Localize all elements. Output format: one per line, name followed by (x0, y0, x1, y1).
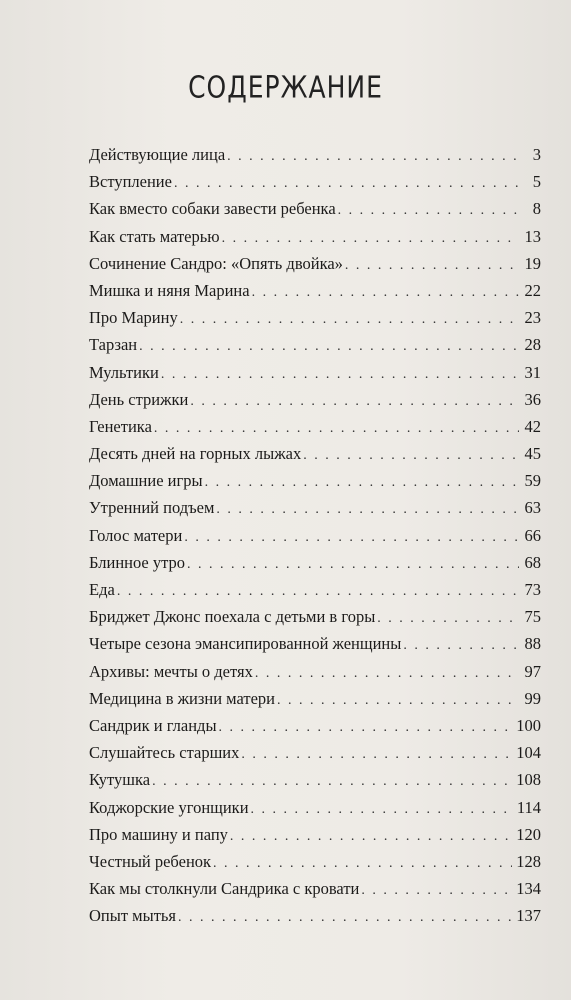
toc-entry-page-number: 75 (524, 607, 541, 627)
toc-leader-dots (184, 530, 519, 546)
toc-entry-title: Как вместо собаки завести ребенка (89, 199, 336, 219)
toc-entry-page-number: 63 (524, 498, 541, 518)
toc-entry-title: Вступление (89, 172, 172, 192)
toc-leader-dots (180, 312, 519, 328)
toc-entry (89, 716, 541, 743)
toc-entry-page-number: 100 (516, 715, 541, 735)
toc-entry-title: Мультики (89, 362, 159, 382)
toc-entry-title: Как стать матерью (89, 226, 220, 246)
toc-entry-page-number: 137 (516, 906, 541, 926)
toc-entry (89, 662, 541, 689)
toc-entry-page-number: 104 (516, 743, 541, 763)
toc-entry-title: Сочинение Сандро: «Опять двойка» (89, 253, 343, 273)
toc-entry-page-number: 36 (524, 389, 541, 409)
toc-entry-title: Опыт мытья (89, 906, 177, 926)
toc-entry (89, 335, 541, 362)
toc-entry (89, 444, 541, 471)
toc-leader-dots (303, 448, 519, 464)
toc-entry-page-number: 99 (524, 688, 541, 708)
toc-entry-page-number: 59 (524, 471, 541, 491)
toc-leader-dots (187, 557, 519, 573)
toc-entry (89, 199, 541, 226)
toc-entry (89, 417, 541, 444)
toc-entry (89, 798, 541, 825)
toc-leader-dots (190, 394, 519, 410)
toc-entry (89, 254, 541, 281)
toc-leader-dots (251, 802, 513, 818)
toc-entry-page-number: 28 (524, 335, 541, 355)
toc-entry-page-number: 23 (524, 308, 541, 328)
toc-leader-dots (222, 231, 519, 247)
toc-leader-dots (161, 367, 519, 383)
toc-entry-page-number: 73 (524, 580, 541, 599)
toc-entry-page-number: 114 (516, 797, 541, 817)
toc-entry-page-number: 8 (532, 199, 541, 219)
toc-leader-dots (154, 421, 519, 437)
toc-leader-dots (345, 258, 519, 274)
toc-entry (89, 906, 541, 933)
toc-entry-title: Еда (89, 580, 115, 599)
toc-entry-title: Тарзан (89, 335, 138, 355)
toc-entry (89, 145, 541, 172)
toc-entry-page-number: 68 (524, 552, 541, 572)
toc-entry-title: Утренний подъем (89, 498, 215, 518)
toc-entry-title: Кутушка (89, 770, 151, 790)
toc-entry (89, 498, 541, 525)
toc-entry-page-number: 97 (524, 661, 541, 681)
toc-leader-dots (213, 856, 512, 872)
toc-entry-title: Генетика (89, 416, 152, 436)
toc-leader-dots (338, 203, 519, 219)
toc-entry-page-number: 3 (532, 145, 541, 164)
toc-entry-page-number: 108 (516, 770, 541, 790)
toc-entry-title: Четыре сезона эмансипированной женщины (89, 634, 402, 654)
toc-entry-page-number: 120 (516, 824, 541, 844)
toc-entry-title: Как мы столкнули Сандрика с кровати (89, 879, 360, 899)
toc-entry-page-number: 42 (524, 416, 541, 436)
toc-leader-dots (219, 720, 513, 736)
toc-entry-title: Десять дней на горных лыжах (89, 444, 302, 464)
toc-entry-title: Голос матери (89, 525, 183, 545)
toc-entry (89, 308, 541, 335)
toc-entry-title: Про машину и папу (89, 824, 228, 844)
toc-leader-dots (377, 611, 519, 627)
toc-leader-dots (139, 339, 519, 355)
toc-entry-title: Действующие лица (89, 145, 226, 164)
toc-entry-title: День стрижки (89, 389, 189, 409)
toc-entry-page-number: 31 (524, 362, 541, 382)
toc-entry (89, 580, 541, 607)
toc-entry (89, 770, 541, 797)
toc-entry-page-number: 134 (516, 879, 541, 899)
toc-entry (89, 172, 541, 199)
toc-entry-title: Слушайтесь старших (89, 743, 240, 763)
toc-leader-dots (205, 475, 519, 491)
toc-leader-dots (227, 149, 519, 165)
toc-leader-dots (255, 666, 519, 682)
toc-entry (89, 390, 541, 417)
toc-entry (89, 743, 541, 770)
table-of-contents (89, 145, 541, 933)
toc-entry (89, 879, 541, 906)
toc-entry-title: Сандрик и гланды (89, 715, 217, 735)
toc-leader-dots (230, 829, 512, 845)
toc-entry-title: Про Марину (89, 308, 178, 328)
toc-entry (89, 363, 541, 390)
toc-entry (89, 852, 541, 879)
toc-entry-page-number: 45 (524, 444, 541, 464)
toc-entry-page-number: 13 (524, 226, 541, 246)
toc-leader-dots (252, 285, 519, 301)
toc-entry (89, 825, 541, 852)
toc-entry-page-number: 5 (532, 172, 541, 192)
toc-entry-title: Блинное утро (89, 552, 186, 572)
toc-leader-dots (216, 502, 519, 518)
toc-entry (89, 227, 541, 254)
toc-leader-dots (174, 176, 519, 192)
toc-entry (89, 553, 541, 580)
toc-leader-dots (178, 910, 512, 926)
toc-entry-page-number: 88 (524, 634, 541, 654)
toc-leader-dots (117, 584, 519, 600)
toc-leader-dots (403, 638, 519, 654)
toc-leader-dots (152, 774, 512, 790)
toc-entry (89, 634, 541, 661)
toc-entry-title: Коджорские угонщики (89, 797, 249, 817)
toc-entry-title: Бриджет Джонс поехала с детьми в горы (89, 607, 376, 627)
toc-entry-title: Домашние игры (89, 471, 203, 491)
toc-entry-page-number: 66 (524, 525, 541, 545)
toc-entry-title: Архивы: мечты о детях (89, 661, 253, 681)
toc-entry-title: Честный ребенок (89, 851, 212, 871)
page-title: СОДЕРЖАНИЕ (188, 69, 383, 105)
toc-leader-dots (277, 693, 519, 709)
toc-leader-dots (241, 747, 512, 763)
toc-entry-title: Медицина в жизни матери (89, 688, 276, 708)
toc-entry (89, 526, 541, 553)
toc-entry (89, 607, 541, 634)
toc-entry (89, 689, 541, 716)
toc-entry-page-number: 22 (524, 280, 541, 300)
toc-leader-dots (361, 883, 512, 899)
toc-entry-page-number: 128 (516, 851, 541, 871)
toc-entry (89, 471, 541, 498)
toc-entry-page-number: 19 (524, 253, 541, 273)
toc-entry-title: Мишка и няня Марина (89, 280, 250, 300)
toc-entry (89, 281, 541, 308)
